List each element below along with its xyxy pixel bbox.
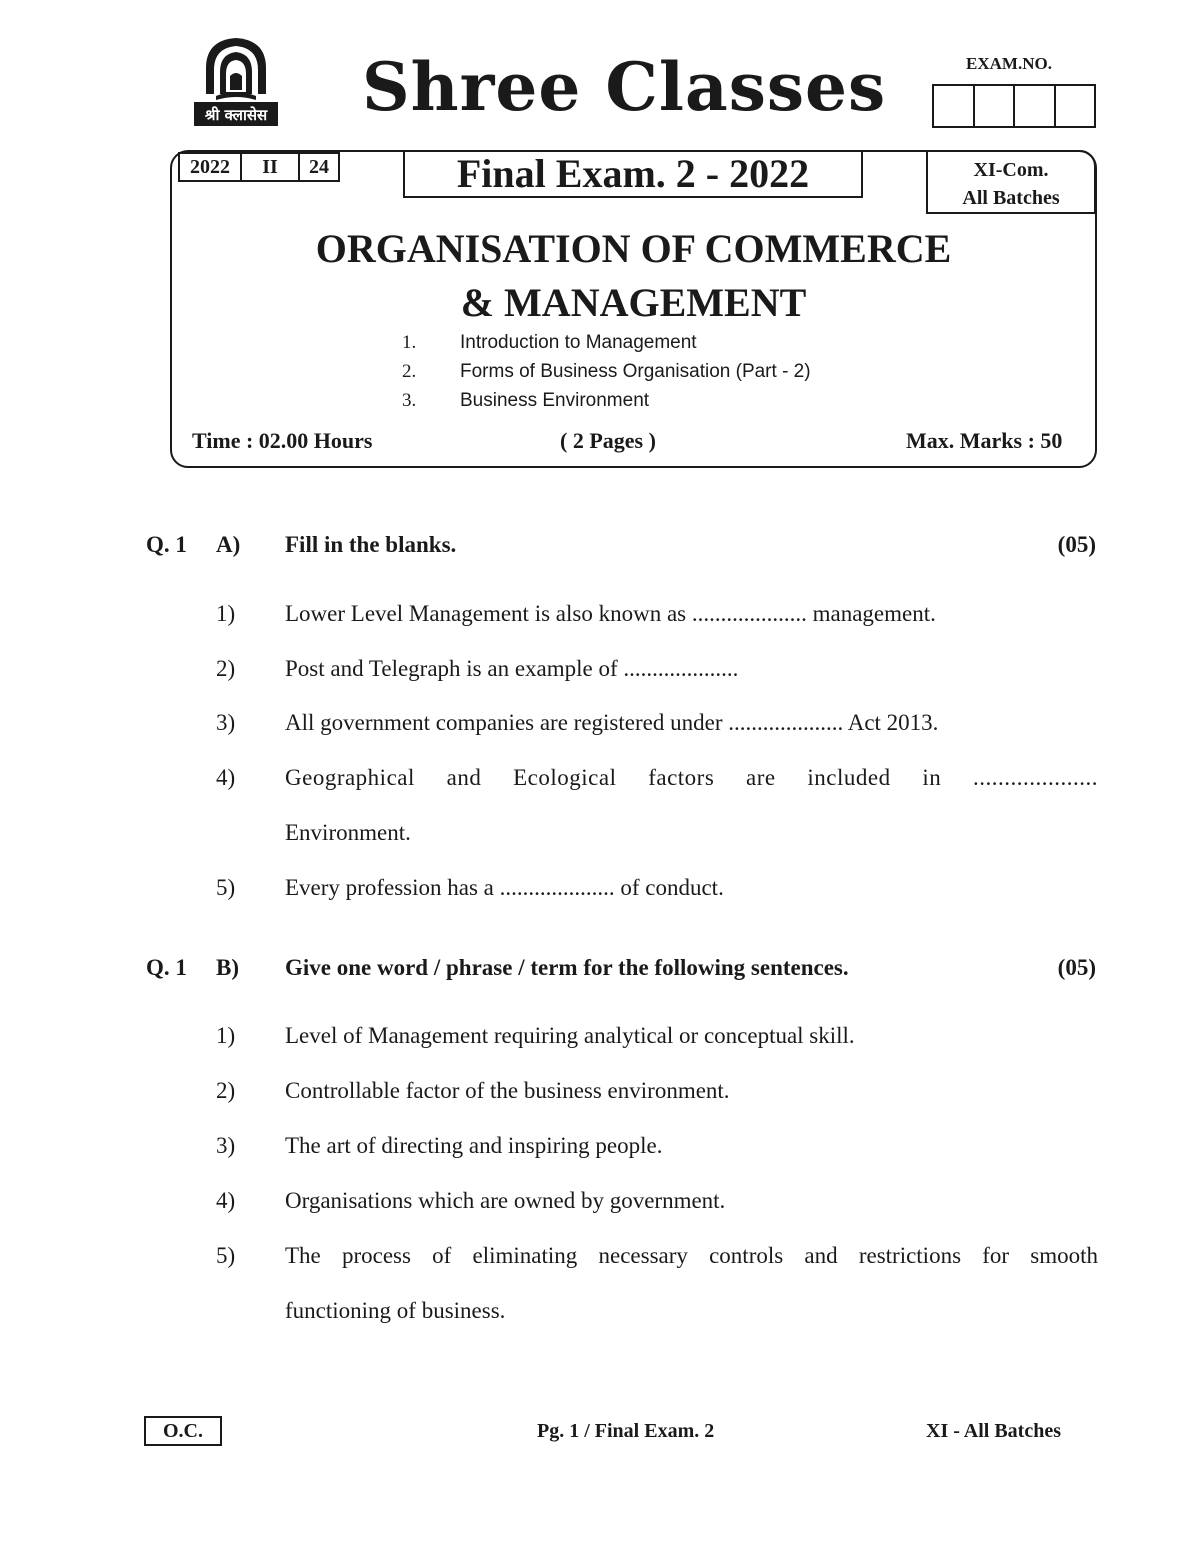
topic-item [402, 328, 811, 357]
item-text-continued: functioning of business. [285, 1298, 506, 1323]
class-name: XI-Com. [973, 159, 1049, 181]
question-marks: (05) [1057, 532, 1096, 557]
item-text: All government companies are registered under .................... Act 2013. [285, 710, 939, 735]
exam-no-box[interactable] [975, 86, 1016, 126]
topic-number: 1. [402, 332, 417, 353]
question-number: Q. 1 [146, 955, 187, 980]
item-number: 4) [216, 765, 236, 790]
item-number: 2) [216, 656, 236, 681]
item-text: Every profession has a .................... of conduct. [285, 875, 724, 900]
class-box [926, 150, 1096, 214]
item-text: The art of directing and inspiring people. [285, 1133, 663, 1158]
svg-text:श्री क्लासेस: श्री क्लासेस [204, 106, 268, 124]
question-title: Give one word / phrase / term for the following sentences. [285, 955, 849, 980]
exam-no-box[interactable] [1056, 86, 1095, 126]
code-term: II [242, 152, 300, 182]
topic-list [402, 328, 811, 415]
question-marks: (05) [1057, 955, 1096, 980]
exam-no-label: EXAM.NO. [966, 54, 1052, 73]
exam-title: Final Exam. 2 - 2022 [403, 150, 863, 198]
question-part: A) [216, 532, 241, 557]
class-batches: All Batches [962, 187, 1060, 209]
exam-no-box[interactable] [934, 86, 975, 126]
max-marks: Max. Marks : 50 [906, 428, 1063, 453]
item-number: 3) [216, 710, 236, 735]
question-number: Q. 1 [146, 532, 187, 557]
question-heading [146, 955, 1096, 987]
office-copy-badge: O.C. [144, 1416, 222, 1446]
brand-name: Shree Classes [362, 48, 887, 126]
item-text: Post and Telegraph is an example of .................... [285, 656, 739, 681]
item-text: Level of Management requiring analytical or conceptual skill. [285, 1023, 855, 1048]
subject-line: & MANAGEMENT [460, 280, 807, 325]
item-number: 3) [216, 1133, 236, 1158]
topic-text: Business Environment [460, 390, 650, 411]
page-footer: Pg. 1 / Final Exam. 2 [537, 1420, 715, 1442]
item-text: Organisations which are owned by government. [285, 1188, 726, 1213]
code-year: 2022 [178, 152, 242, 182]
code-number: 24 [300, 152, 340, 182]
item-text: Lower Level Management is also known as .................... management. [285, 601, 936, 626]
page-count: ( 2 Pages ) [560, 428, 656, 453]
item-number: 4) [216, 1188, 236, 1213]
question-item [216, 1228, 1098, 1338]
question-part: B) [216, 955, 239, 980]
item-number: 5) [216, 875, 236, 900]
paper-code [178, 152, 340, 182]
subject-title [170, 222, 1097, 330]
topic-item [402, 386, 811, 415]
exam-time: Time : 02.00 Hours [192, 428, 373, 453]
item-number: 5) [216, 1243, 236, 1268]
item-text: The process of eliminating necessary controls and restrictions for smooth [285, 1243, 1098, 1268]
topic-item [402, 357, 811, 386]
footer-class: XI - All Batches [926, 1420, 1061, 1442]
topic-text: Forms of Business Organisation (Part - 2) [460, 361, 811, 382]
item-text-continued: Environment. [285, 820, 411, 845]
subject-line: ORGANISATION OF COMMERCE [315, 226, 952, 271]
question-heading [146, 532, 1096, 564]
topic-number: 3. [402, 390, 417, 411]
exam-no-box[interactable] [1015, 86, 1056, 126]
question-item [216, 750, 1098, 860]
item-text: Geographical and Ecological factors are included in .................... [285, 765, 1098, 790]
item-number: 2) [216, 1078, 236, 1103]
item-number: 1) [216, 601, 236, 626]
topic-number: 2. [402, 361, 417, 382]
topic-text: Introduction to Management [460, 332, 697, 353]
item-number: 1) [216, 1023, 236, 1048]
item-text: Controllable factor of the business environment. [285, 1078, 730, 1103]
question-title: Fill in the blanks. [285, 532, 457, 557]
exam-no-boxes[interactable] [932, 84, 1096, 128]
shree-classes-logo [190, 34, 282, 128]
